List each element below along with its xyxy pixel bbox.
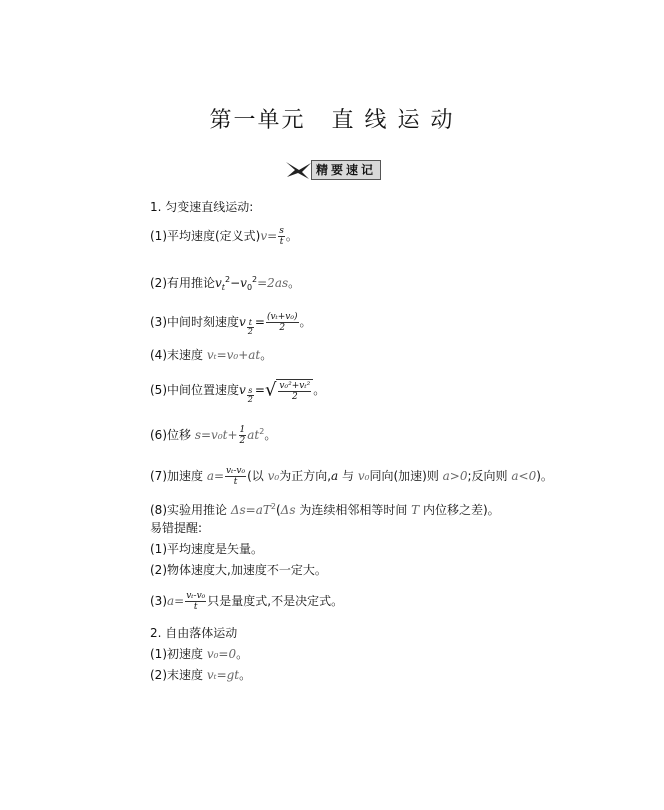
section-banner <box>285 157 381 183</box>
tips-heading: 易错提醒: <box>150 521 203 535</box>
item-initial-velocity: (1)初速度 v₀=0。 <box>150 647 249 661</box>
item-experiment-corollary: (8)实验用推论 $\Delta s=aT^2(\Delta s$ 为连续相邻相等时间 T 内位移之差)。 <box>150 502 500 517</box>
item-midtime-velocity: (3)中间时刻速度v $\frac{t}{2}$ = $\frac{\text{(vₜ+v₀)}}{2}$ 。 <box>150 312 312 336</box>
banner-label: 精要速记 <box>311 160 381 180</box>
fraction: $\frac{s}{t}$ <box>279 226 284 247</box>
sqrt-symbol: √ <box>264 379 277 401</box>
item-acceleration: (7)加速度 a= $\frac{\text{vₜ-v₀}}{t}$ (以 v₀为正方向,a 与 v₀同向(加速)则 a>0;反向则 a<0)。 <box>150 466 553 487</box>
subscript-fraction: $\frac{s}{2}$ <box>247 386 253 404</box>
title-topic: 直 线 运 动 <box>331 108 455 133</box>
item-average-velocity: (1)平均速度(定义式)v= $\frac{s}{t}$ 。 <box>150 226 298 247</box>
sqrt-body: $\frac{\text{v₀²+vₜ²}}{2}$ <box>276 379 313 402</box>
section-2-heading: 2. 自由落体运动 <box>150 626 238 640</box>
fraction: $\frac{1}{2}$ <box>239 425 246 446</box>
item-final-velocity: (4)末速度 vₜ=v₀+at。 <box>150 348 273 362</box>
tip-1: (1)平均速度是矢量。 <box>150 542 263 556</box>
title-unit: 第一单元 <box>209 108 306 133</box>
subscript-fraction: $\frac{t}{2}$ <box>247 318 253 336</box>
swallow-icon <box>285 159 313 181</box>
item-useful-corollary: (2)有用推论$v_t^2-v_0^2=2as$。 <box>150 275 301 292</box>
tip-3: (3)a= $\frac{\text{vₜ-v₀}}{t}$ 只是量度式,不是决定式。 <box>150 591 344 612</box>
tip-2: (2)物体速度大,加速度不一定大。 <box>150 563 327 577</box>
section-1-heading: 1. 匀变速直线运动: <box>150 200 254 214</box>
item-freefall-final-velocity: (2)末速度 vₜ=gt。 <box>150 668 252 682</box>
item-midposition-velocity: (5)中间位置速度v $\frac{s}{2}$ =√ $\frac{\text{v₀²+vₜ²}}{2}$ 。 <box>150 379 326 404</box>
page-title <box>0 103 664 134</box>
fraction: $\frac{\text{vₜ-v₀}}{t}$ <box>186 591 206 612</box>
fraction: $\frac{\text{(vₜ+v₀)}}{2}$ <box>266 312 298 333</box>
fraction: $\frac{\text{vₜ-v₀}}{t}$ <box>226 466 246 487</box>
item-displacement: (6)位移 s=v₀t+ $\frac{1}{2}$ $at^2$。 <box>150 425 277 446</box>
